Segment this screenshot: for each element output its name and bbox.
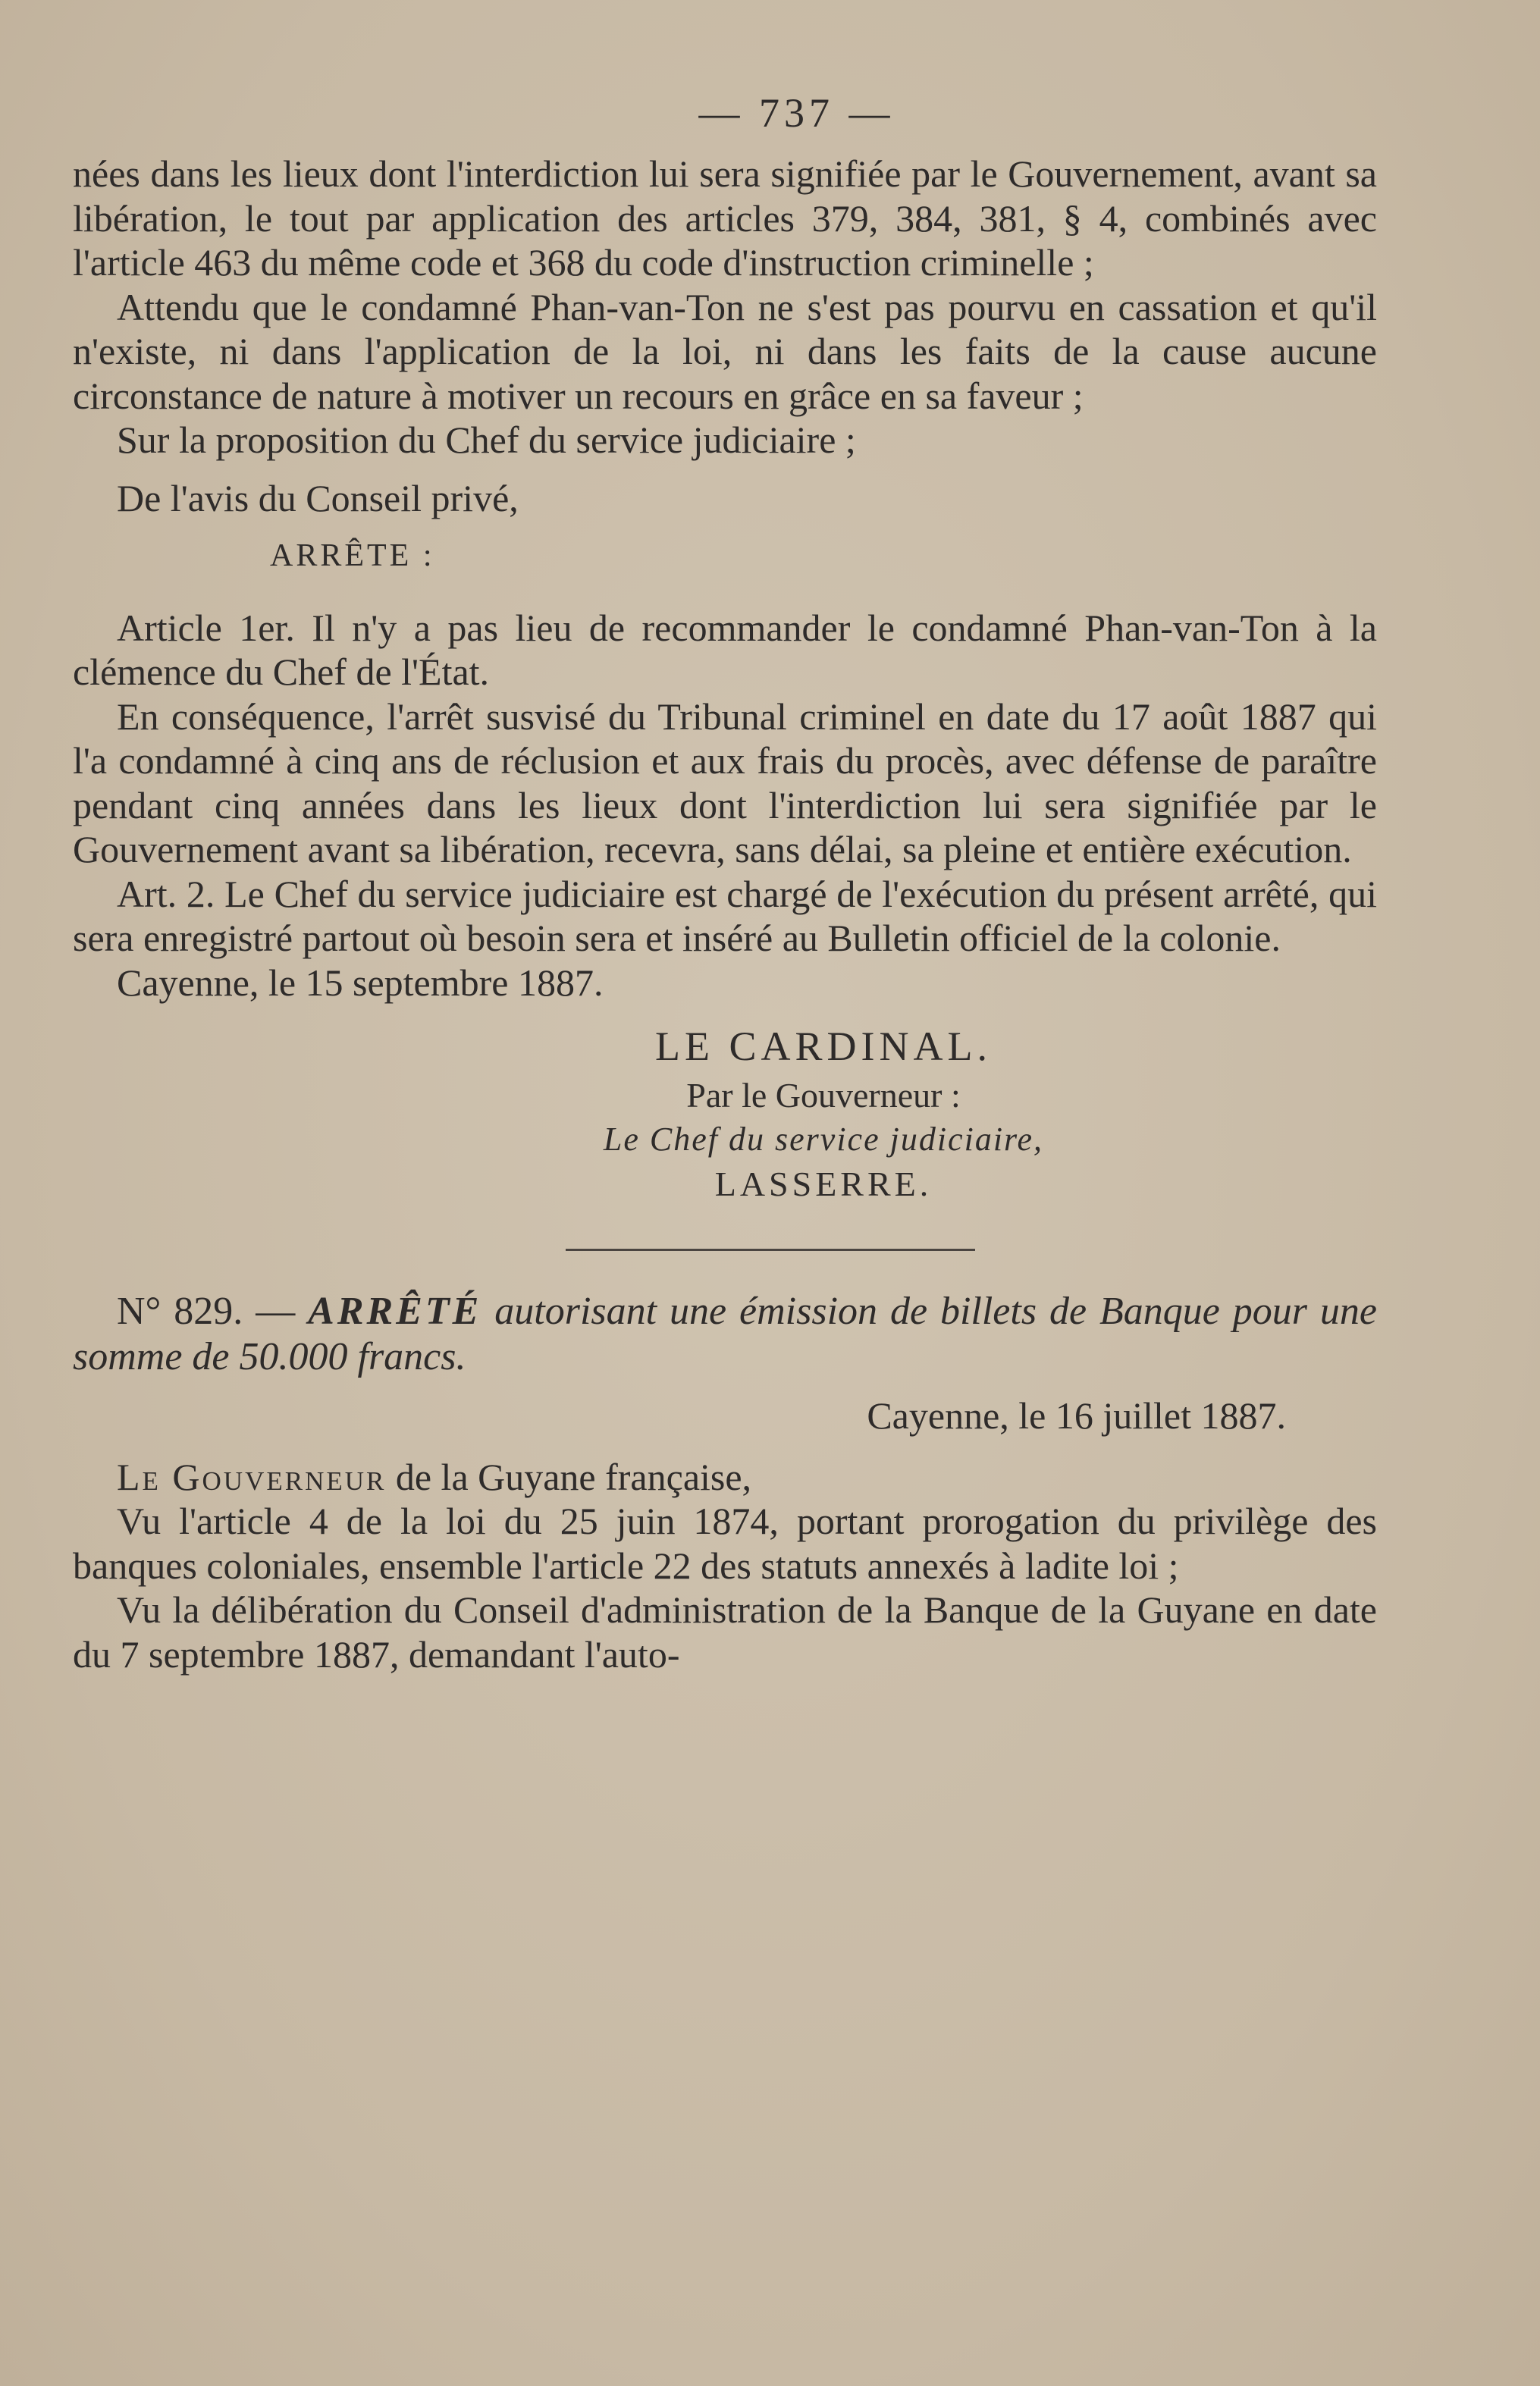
document-body: [73, 152, 1377, 1676]
article-paragraph: Article 1er. Il n'y a pas lieu de recommander le condamné Phan-van-Ton à la clémence du Chef de l'État.: [73, 606, 1377, 693]
act-paragraph: Vu la délibération du Conseil d'administration de la Banque de la Guyane en date du 7 septembre 1887, demandant l'auto-: [73, 1588, 1377, 1676]
signature-par: Par le Gouverneur :: [686, 1075, 961, 1115]
governor-title: Le Gouverneur: [117, 1455, 387, 1498]
section-divider: [566, 1249, 975, 1251]
article-paragraph: En conséquence, l'arrêt susvisé du Tribunal criminel en date du 17 août 1887 qui l'a condamné à cinq ans de réclusion et aux frais du procès, avec défense de paraître pendant cinq années dans les lieux dont l'interdiction lui sera signifiée par le Gouvernement avant sa libération, recevra, sans délai, sa pleine et entière exécution.: [73, 694, 1377, 870]
act-title: autorisant une émission de billets de Banque pour une somme de 50.000 francs.: [73, 1290, 1378, 1378]
signature-role: Le Chef du service judiciaire,: [603, 1121, 1044, 1158]
act-heading: [73, 1289, 1377, 1380]
place-date: Cayenne, le 15 septembre 1887.: [117, 961, 604, 1004]
act-paragraph: Vu l'article 4 de la loi du 25 juin 1874, portant prorogation du privilège des banques coloniales, ensemble l'article 22 des statuts annexés à ladite loi ;: [73, 1500, 1377, 1587]
second-signatory: LASSERRE.: [714, 1164, 933, 1203]
body-paragraph: Attendu que le condamné Phan-van-Ton ne s'est pas pourvu en cassation et qu'il n'existe, ni dans l'application de la loi, ni dans les faits de la cause aucune circonstance de nature à motiver un recours en grâce en sa faveur ;: [73, 285, 1377, 417]
governor-rest: de la Guyane française,: [395, 1455, 752, 1498]
body-paragraph: De l'avis du Conseil privé,: [117, 476, 519, 519]
body-paragraph: nées dans les lieux dont l'interdiction lui sera signifiée par le Gouvernement, avant sa libération, le tout par application des articles 379, 384, 381, § 4, combinés avec l'article 463 du même code et 368 du code d'instruction criminelle ;: [73, 152, 1377, 284]
signatory-name: LE CARDINAL.: [655, 1024, 992, 1069]
act-number: N° 829. —: [117, 1290, 296, 1333]
act-preamble: [73, 1455, 1377, 1500]
signature-block: [73, 1024, 1377, 1206]
page-number: — 737 —: [698, 90, 895, 136]
arrete-label: ARRÊTE :: [270, 538, 435, 573]
body-paragraph: Sur la proposition du Chef du service judiciaire ;: [117, 419, 856, 461]
act-date: Cayenne, le 16 juillet 1887.: [867, 1394, 1286, 1437]
act-type: ARRÊTÉ: [308, 1290, 482, 1333]
article-paragraph: Art. 2. Le Chef du service judiciaire est chargé de l'exécution du présent arrêté, qui sera enregistré partout où besoin sera et inséré au Bulletin officiel de la colonie.: [73, 872, 1377, 959]
